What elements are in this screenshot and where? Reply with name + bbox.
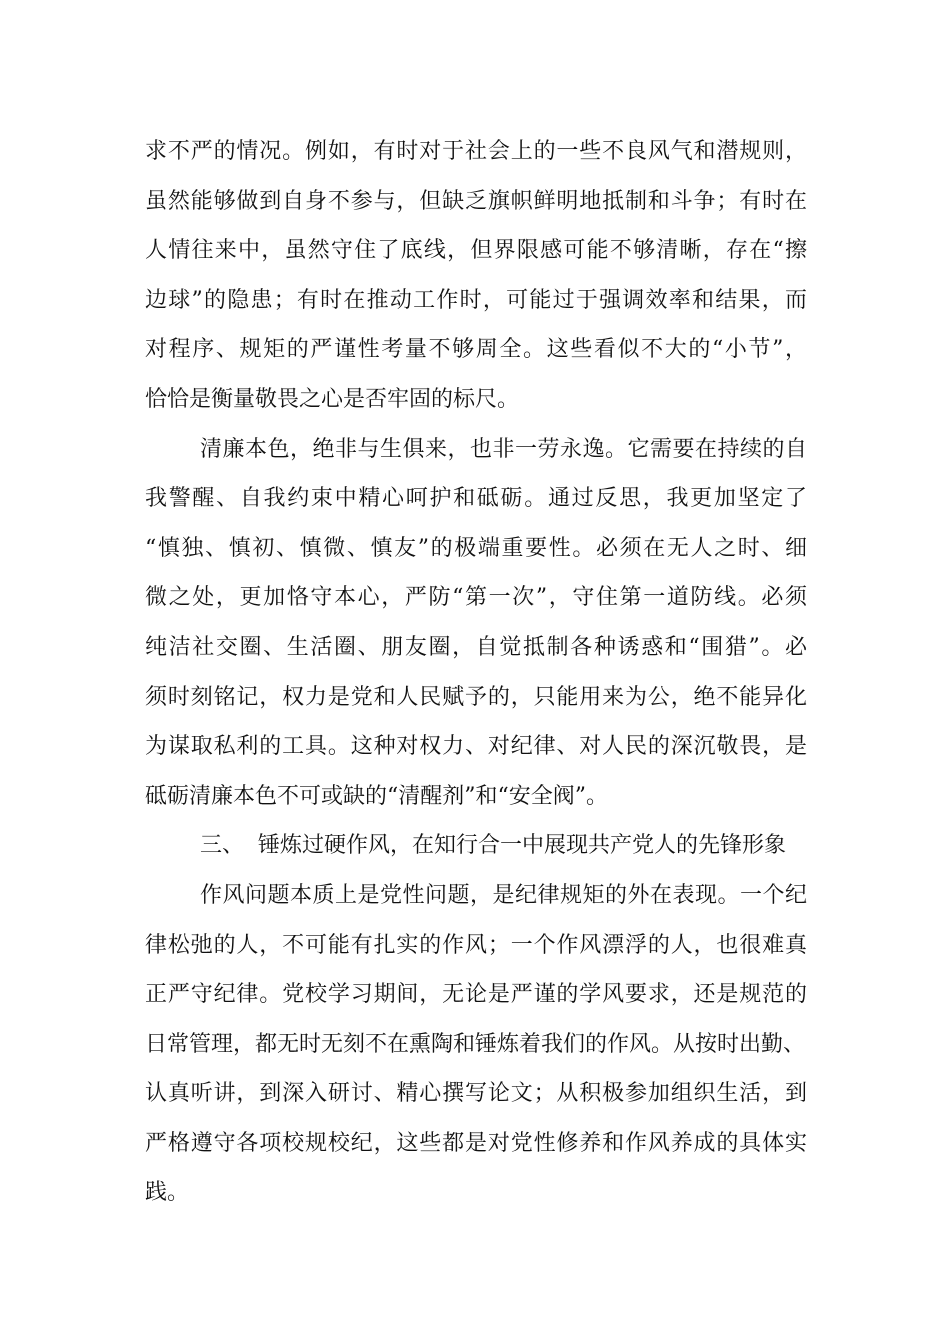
section-heading: 三、 锤炼过硬作风，在知行合一中展现共产党人的先锋形象 [200,833,786,859]
text-line: 微之处，更加恪守本心，严防“第一次”，守住第一道防线。必须 [145,585,807,611]
text-line: 正严守纪律。党校学习期间，无论是严谨的学风要求，还是规范的 [145,982,807,1008]
paragraph [145,127,807,425]
text-line: 我警醒、自我约束中精心呵护和砥砺。通过反思，我更加坚定了 [145,486,807,512]
text-line: 作风问题本质上是党性问题，是纪律规矩的外在表现。一个纪 [200,882,807,908]
text-line: 恰恰是衡量敬畏之心是否牢固的标尺。 [145,386,520,412]
text-line: 律松弛的人，不可能有扎实的作风；一个作风漂浮的人，也很难真 [145,932,807,958]
text-line: 日常管理，都无时无刻不在熏陶和锤炼着我们的作风。从按时出勤、 [145,1031,806,1057]
text-line: 纯洁社交圈、生活圈、朋友圈，自觉抵制各种诱惑和“围猎”。必 [145,634,807,660]
text-line: 边球”的隐患；有时在推动工作时，可能过于强调效率和结果，而 [145,287,807,313]
text-line: 求不严的情况。例如，有时对于社会上的一些不良风气和潜规则， [145,139,807,164]
text-line: 对程序、规矩的严谨性考量不够周全。这些看似不大的“小节”， [145,337,807,363]
document-body [145,127,807,1218]
text-line: 认真听讲，到深入研讨、精心撰写论文；从积极参加组织生活，到 [145,1081,807,1107]
text-line: 须时刻铭记，权力是党和人民赋予的，只能用来为公，绝不能异化 [145,684,807,710]
text-line: 为谋取私利的工具。这种对权力、对纪律、对人民的深沉敬畏，是 [145,734,807,760]
text-line: 砥砺清廉本色不可或缺的“清醒剂”和“安全阀”。 [145,783,608,809]
paragraph [145,425,807,822]
paragraph [145,871,807,1218]
text-line: 人情往来中，虽然守住了底线，但界限感可能不够清晰，存在“擦 [145,238,807,264]
text-line: 清廉本色，绝非与生俱来，也非一劳永逸。它需要在持续的自 [200,436,807,462]
text-line: 严格遵守各项校规校纪，这些都是对党性修养和作风养成的具体实 [145,1130,807,1156]
text-line: 虽然能够做到自身不参与，但缺乏旗帜鲜明地抵制和斗争；有时在 [145,188,807,214]
text-line: “慎独、慎初、慎微、慎友”的极端重要性。必须在无人之时、细 [145,535,807,561]
text-line: 践。 [145,1180,190,1206]
